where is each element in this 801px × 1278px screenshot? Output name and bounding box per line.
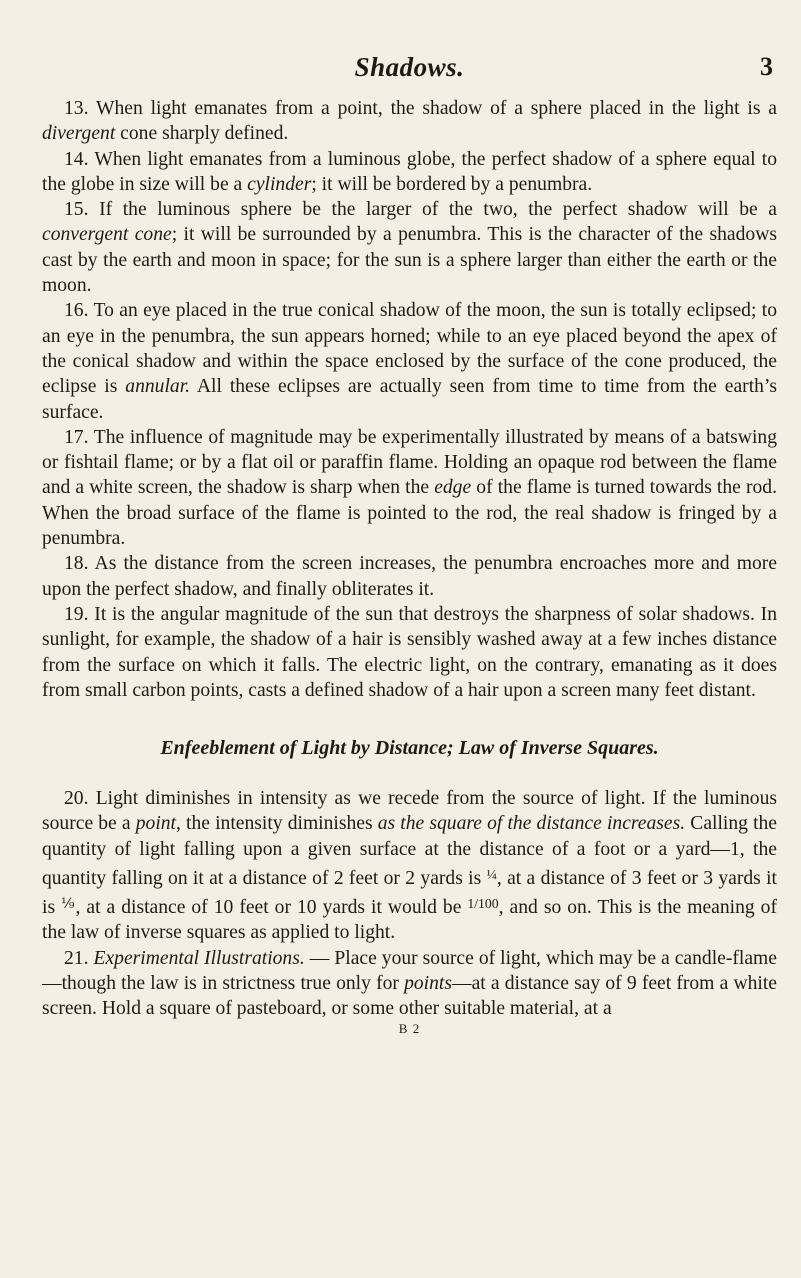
- paragraph-14: 14. When light emanates from a luminous globe, the perfect shadow of a sphere equal to the globe in size will be a cylinder; it will be bordered by a penumbra.: [42, 148, 777, 195]
- fraction-hundredth: 1/100: [467, 896, 499, 912]
- paragraph-18: 18. As the distance from the screen increases, the penumbra encroaches more and more upon the perfect shadow, and finally obliterates it.: [42, 553, 777, 600]
- book-page: [42, 52, 777, 1037]
- paragraph-21: 21. Experimental Illustrations. — Place your source of light, which may be a candle-flame—though the law is in strictness true only for points—at a distance say of 9 feet from a white screen. Hold a square of pasteboard, or some other suitable material, at a: [42, 947, 777, 1020]
- page-number: 3: [760, 52, 773, 81]
- paragraph-17: 17. The influence of magnitude may be experimentally illustrated by means of a batswing or fishtail flame; or by a flat oil or paraffin flame. Holding an opaque rod between the flame and a white screen, the shadow is sharp when the edge of the flame is turned towards the rod. When the broad surface of the flame is pointed to the rod, the real shadow is fringed by a penumbra.: [42, 426, 777, 550]
- fraction-quarter: ¼: [486, 867, 497, 883]
- paragraph-15: 15. If the luminous sphere be the larger of the two, the perfect shadow will be a convergent cone; it will be surrounded by a penumbra. This is the character of the shadows cast by the earth and moon in space; for the sun is a sphere larger than either the earth or the moon.: [42, 199, 777, 297]
- paragraph-13: 13. When light emanates from a point, the shadow of a sphere placed in the light is a divergent cone sharply defined.: [42, 98, 777, 145]
- page-header: [42, 52, 777, 96]
- paragraph-19: 19. It is the angular magnitude of the sun that destroys the sharpness of solar shadows. In sunlight, for example, the shadow of a hair is sensibly washed away at a few inches distance from the surface on which it falls. The electric light, on the contrary, emanating as it does from small carbon points, casts a defined shadow of a hair upon a screen many feet distant.: [42, 603, 777, 701]
- section-heading: Enfeeblement of Light by Distance; Law of Inverse Squares.: [160, 737, 659, 760]
- paragraph-20: 20. Light diminishes in intensity as we recede from the source of light. If the luminous source be a point, the intensity diminishes as the square of the distance increases. Calling the quantity of light falling upon a given surface at the distance of a foot or a yard—1, the quantity falling on it at a distance of 2 feet or 2 yards is $^{\frac{1}{4}}$, at a distance of 3 feet or 3 yards it is $^⅑$, at a distance of 10 feet or 10 yards it would be $^{1/100}$, and so on. This is the meaning of the law of inverse squares as applied to light.: [42, 788, 778, 944]
- fraction-ninth: ⅑: [61, 896, 76, 912]
- paragraph-16: 16. To an eye placed in the true conical shadow of the moon, the sun is totally eclipsed; to an eye in the penumbra, the sun appears horned; while to an eye placed beyond the apex of the conical shadow and within the space enclosed by the surface of the cone produced, the eclipse is annular. All these eclipses are actually seen from time to time from the earth’s surface.: [42, 300, 778, 423]
- signature-mark: B 2: [398, 1021, 421, 1037]
- running-title: Shadows.: [354, 52, 465, 82]
